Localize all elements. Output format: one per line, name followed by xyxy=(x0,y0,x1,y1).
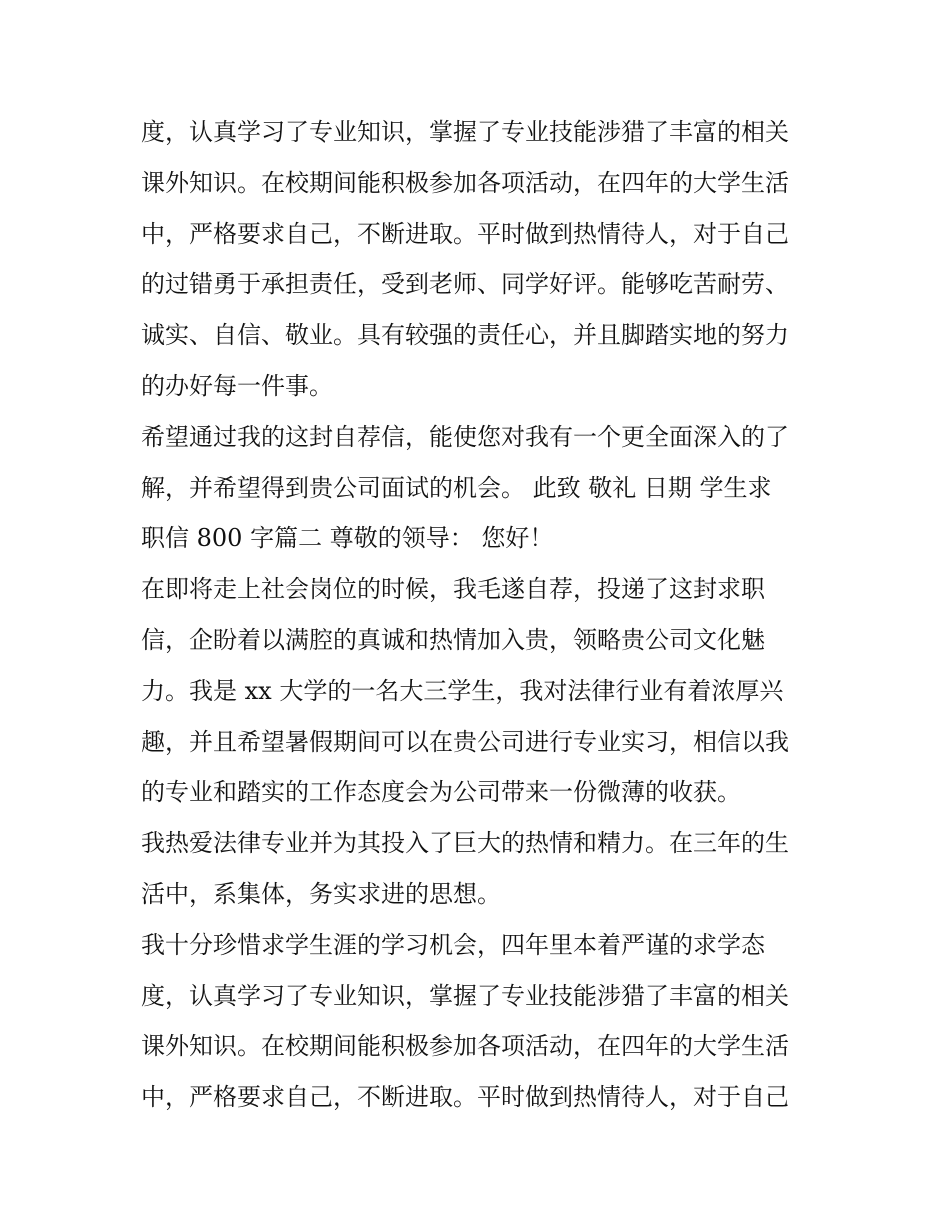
text-line: 希望通过我的这封自荐信，能使您对我有一个更全面深入的了 xyxy=(141,422,789,451)
text-line: 中，严格要求自己，不断进取。平时做到热情待人，对于自己 xyxy=(141,219,789,248)
text-line: 我热爱法律专业并为其投入了巨大的热情和精力。在三年的生 xyxy=(141,829,789,858)
text-line: 活中，系集体，务实求进的思想。 xyxy=(141,879,501,908)
text-line: 职信 800 字篇二 尊敬的领导： 您好！ xyxy=(141,524,554,553)
text-line: 力。我是 xx 大学的一名大三学生，我对法律行业有着浓厚兴 xyxy=(141,676,784,705)
text-line: 我十分珍惜求学生涯的学习机会，四年里本着严谨的求学态 xyxy=(141,930,765,959)
text-line: 度，认真学习了专业知识，掌握了专业技能涉猎了丰富的相关 xyxy=(141,981,789,1010)
text-line: 的专业和踏实的工作态度会为公司带来一份微薄的收获。 xyxy=(141,778,741,807)
text-line: 信，企盼着以满腔的真诚和热情加入贵，领略贵公司文化魅 xyxy=(141,625,765,654)
text-line: 课外知识。在校期间能积极参加各项活动，在四年的大学生活 xyxy=(141,168,789,197)
text-line: 解，并希望得到贵公司面试的机会。 此致 敬礼 日期 学生求 xyxy=(141,473,772,502)
text-line: 诚实、自信、敬业。具有较强的责任心，并且脚踏实地的努力 xyxy=(141,321,789,350)
text-line: 中，严格要求自己，不断进取。平时做到热情待人，对于自己 xyxy=(141,1083,789,1112)
text-line: 在即将走上社会岗位的时候，我毛遂自荐，投递了这封求职 xyxy=(141,575,765,604)
text-line: 趣，并且希望暑假期间可以在贵公司进行专业实习，相信以我 xyxy=(141,727,789,756)
text-line: 课外知识。在校期间能积极参加各项活动，在四年的大学生活 xyxy=(141,1032,789,1061)
text-line: 的办好每一件事。 xyxy=(141,371,333,400)
text-line: 度，认真学习了专业知识，掌握了专业技能涉猎了丰富的相关 xyxy=(141,118,789,146)
text-line: 的过错勇于承担责任，受到老师、同学好评。能够吃苦耐劳、 xyxy=(141,270,789,299)
body-text xyxy=(141,107,831,1123)
